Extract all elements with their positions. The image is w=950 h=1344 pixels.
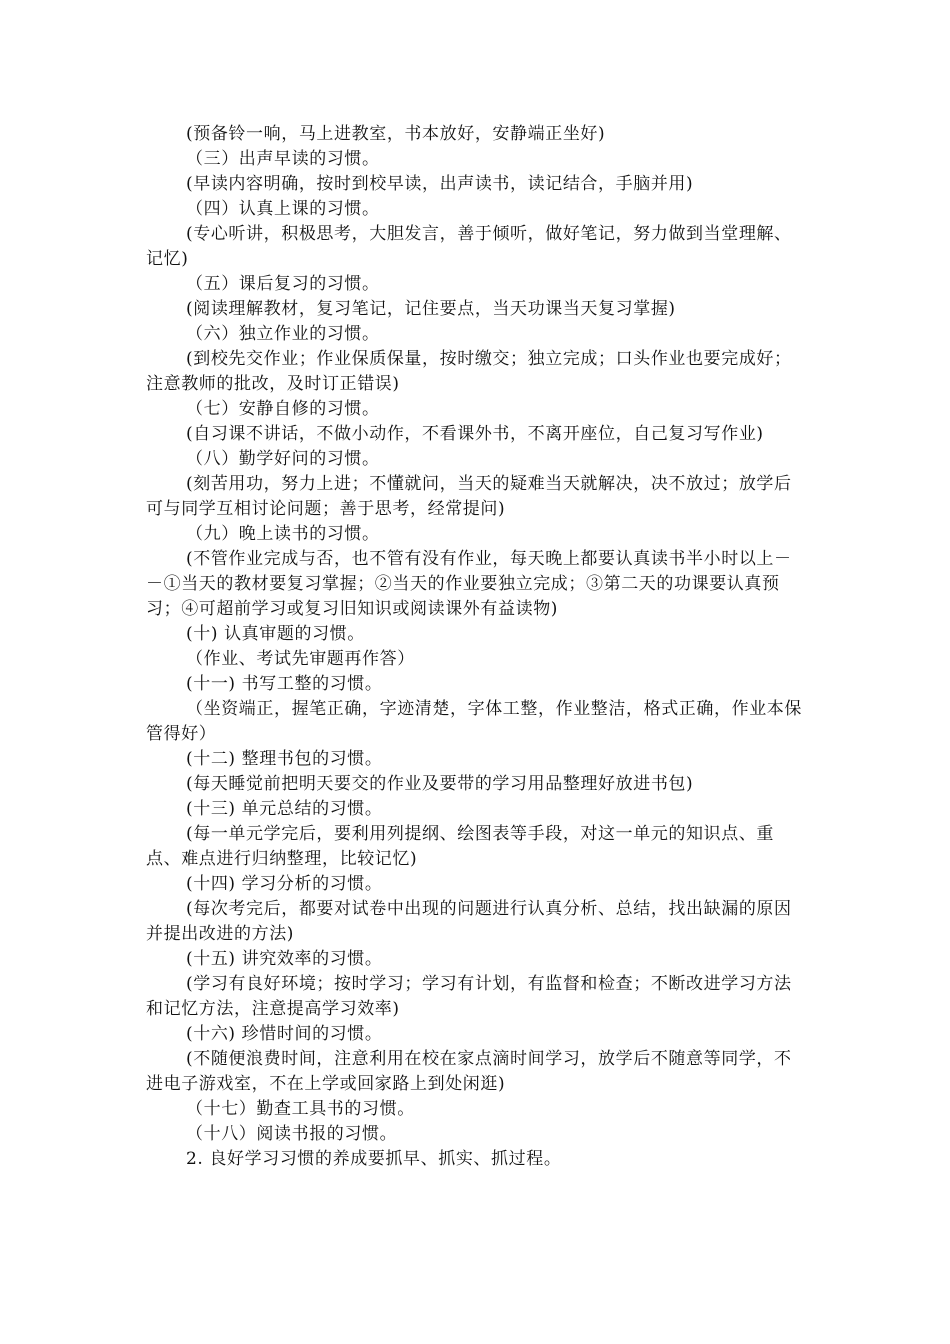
paragraph-heading: （七）安静自修的习惯。	[186, 399, 380, 419]
paragraph-heading: (十一) 书写工整的习惯。	[186, 674, 383, 694]
paragraph-note: (学习有良好环境；按时学习；学习有计划，有监督和检查；不断改进学习方法和记忆方法，注意提高学习效率)	[146, 974, 792, 1019]
paragraph-note: (阅读理解教材，复习笔记，记住要点，当天功课当天复习掌握)	[186, 299, 676, 319]
paragraph-note: (不随便浪费时间，注意利用在校在家点滴时间学习，放学后不随意等同学，不进电子游戏室，不在上学或回家路上到处闲逛)	[146, 1049, 792, 1094]
paragraph-heading: （六）独立作业的习惯。	[186, 324, 380, 344]
paragraph-note: (到校先交作业；作业保质保量，按时缴交；独立完成；口头作业也要完成好；注意教师的批改，及时订正错误)	[146, 349, 792, 394]
paragraph-note: (预备铃一响，马上进教室，书本放好，安静端正坐好)	[186, 124, 606, 144]
paragraph-heading: （十七）勤查工具书的习惯。	[186, 1099, 415, 1119]
paragraph-heading: (十四) 学习分析的习惯。	[186, 874, 383, 894]
paragraph-heading: (十二) 整理书包的习惯。	[186, 749, 383, 769]
paragraph-note: (不管作业完成与否，也不管有没有作业，每天晚上都要认真读书半小时以上－－①当天的教材要复习掌握；②当天的作业要独立完成；③第二天的功课要认真预习；④可超前学习或复习旧知识或阅读课外有益读物)	[146, 549, 792, 619]
document-body	[146, 122, 808, 1172]
paragraph-heading: （九）晚上读书的习惯。	[186, 524, 380, 544]
paragraph-note: (自习课不讲话，不做小动作，不看课外书，不离开座位，自己复习写作业)	[186, 424, 764, 444]
paragraph-note: (专心听讲，积极思考，大胆发言，善于倾听，做好笔记，努力做到当堂理解、记忆)	[146, 224, 792, 269]
paragraph-heading: 2. 良好学习习惯的养成要抓早、抓实、抓过程。	[186, 1149, 562, 1169]
paragraph-note: (每天睡觉前把明天要交的作业及要带的学习用品整理好放进书包)	[186, 774, 694, 794]
paragraph-heading: （五）课后复习的习惯。	[186, 274, 380, 294]
paragraph-heading: (十六) 珍惜时间的习惯。	[186, 1024, 383, 1044]
paragraph-heading: （十八）阅读书报的习惯。	[186, 1124, 398, 1144]
paragraph-heading: （八）勤学好问的习惯。	[186, 449, 380, 469]
paragraph-note: (早读内容明确，按时到校早读，出声读书，读记结合，手脑并用)	[186, 174, 694, 194]
paragraph-note: (每次考完后，都要对试卷中出现的问题进行认真分析、总结，找出缺漏的原因并提出改进的方法)	[146, 899, 792, 944]
paragraph-heading: (十五) 讲究效率的习惯。	[186, 949, 383, 969]
paragraph-note: (刻苦用功，努力上进；不懂就问，当天的疑难当天就解决，决不放过；放学后可与同学互相讨论问题；善于思考，经常提问)	[146, 474, 792, 519]
paragraph-heading: （三）出声早读的习惯。	[186, 149, 380, 169]
paragraph-heading: (十三) 单元总结的习惯。	[186, 799, 383, 819]
paragraph-heading: (十) 认真审题的习惯。	[186, 624, 365, 644]
paragraph-note: （作业、考试先审题再作答）	[186, 649, 415, 669]
paragraph-note: （坐资端正，握笔正确，字迹清楚，字体工整，作业整洁，格式正确，作业本保管得好）	[146, 699, 802, 744]
paragraph-note: (每一单元学完后，要利用列提纲、绘图表等手段，对这一单元的知识点、重点、难点进行归纳整理，比较记忆)	[146, 824, 775, 869]
paragraph-heading: （四）认真上课的习惯。	[186, 199, 380, 219]
